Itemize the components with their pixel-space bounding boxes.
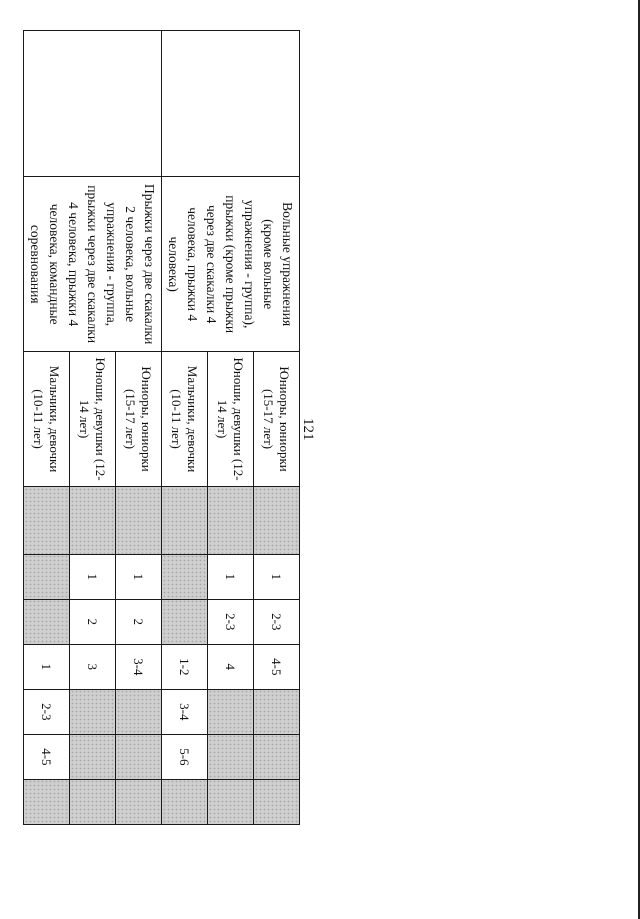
value-cell: 1: [24, 644, 70, 689]
value-cell: [162, 554, 208, 599]
value-cell: [24, 487, 70, 555]
empty-cell: [70, 779, 116, 824]
age-group-cell: Юноши, девушки (12-14 лет): [70, 351, 116, 486]
value-cell: [162, 599, 208, 644]
rotated-page-content: [28, 30, 320, 825]
value-cell: 3: [70, 644, 116, 689]
value-cell: 3-4: [116, 644, 162, 689]
value-cell: [208, 487, 254, 555]
value-cell: 1: [70, 554, 116, 599]
empty-cell: [24, 779, 70, 824]
age-group-cell: Юниоры, юниорки (15-17 лет): [254, 351, 300, 486]
age-group-cell: Мальчики, девочки (10-11 лет): [24, 351, 70, 486]
table-row: [116, 31, 162, 825]
value-cell: [208, 734, 254, 779]
value-cell: [116, 487, 162, 555]
value-cell: [208, 689, 254, 734]
value-cell: [254, 487, 300, 555]
page-number: 121: [300, 418, 316, 441]
age-group-cell: Мальчики, девочки (10-11 лет): [162, 351, 208, 486]
ranking-table: [23, 30, 300, 825]
value-cell: [24, 599, 70, 644]
value-cell: 2: [116, 599, 162, 644]
value-cell: 1: [116, 554, 162, 599]
value-cell: 1: [208, 554, 254, 599]
value-cell: [254, 734, 300, 779]
value-cell: [162, 487, 208, 555]
table-row: [254, 31, 300, 825]
empty-cell: [162, 779, 208, 824]
value-cell: 2-3: [24, 689, 70, 734]
value-cell: 1-2: [162, 644, 208, 689]
value-cell: [70, 689, 116, 734]
discipline-cell: Вольные упражнения (кроме вольные упражнения - группа), прыжки (кроме прыжки через две скакалки 4 человека, прыжки 4 человека): [162, 177, 300, 352]
empty-cell: [254, 779, 300, 824]
value-cell: 1: [254, 554, 300, 599]
value-cell: 5-6: [162, 734, 208, 779]
value-cell: 2-3: [254, 599, 300, 644]
value-cell: 4-5: [24, 734, 70, 779]
age-group-cell: Юноши, девушки (12-14 лет): [208, 351, 254, 486]
value-cell: 2-3: [208, 599, 254, 644]
value-cell: [70, 734, 116, 779]
value-cell: 4-5: [254, 644, 300, 689]
value-cell: 3-4: [162, 689, 208, 734]
empty-cell: [24, 31, 162, 177]
value-cell: [24, 554, 70, 599]
value-cell: 2: [70, 599, 116, 644]
empty-cell: [208, 779, 254, 824]
value-cell: [254, 689, 300, 734]
value-cell: [116, 734, 162, 779]
value-cell: [116, 689, 162, 734]
discipline-cell: Прыжки через две скакалки 2 человека, вольные упражнения - группа, прыжки через две скакалки 4 человека, прыжки 4 человека, командные соревнования: [24, 177, 162, 352]
empty-cell: [116, 779, 162, 824]
value-cell: 4: [208, 644, 254, 689]
age-group-cell: Юниоры, юниорки (15-17 лет): [116, 351, 162, 486]
value-cell: [70, 487, 116, 555]
empty-cell: [162, 31, 300, 177]
